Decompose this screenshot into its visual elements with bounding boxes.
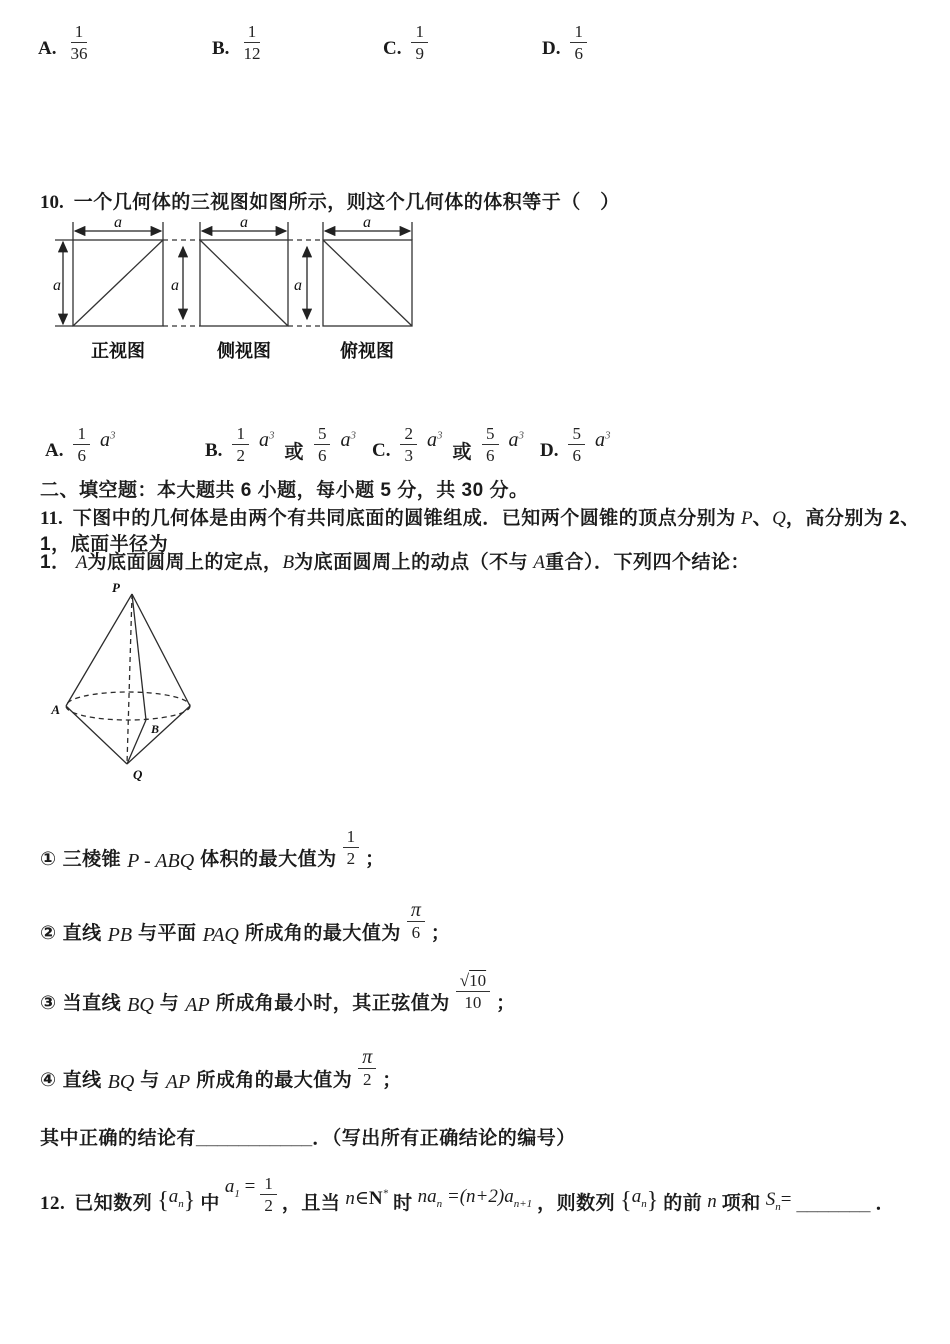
q11-stem-line1: 11. 下图中的几何体是由两个有共同底面的圆锥组成．已知两个圆锥的顶点分别为 P、Q，高分别为 2、1，底面半径为: [40, 508, 920, 555]
fraction: $\frac{5}{6}$: [314, 423, 331, 467]
dim-label-a: a: [171, 277, 179, 294]
q9-option-d: [542, 0, 587, 64]
fraction-one-half: $\frac{1}{2}$: [260, 1173, 277, 1217]
var-P: P: [741, 508, 753, 529]
fraction: $\frac{1}{2}$: [343, 826, 360, 870]
q9-option-b: [212, 0, 264, 64]
fraction: $\frac{\pi}{2}$: [358, 1047, 376, 1090]
dim-label-a: a: [114, 216, 122, 231]
q9-options-row: [0, 0, 950, 64]
conclusion-3: ③ 当直线 BQ 与 AP 所成角最小时，其正弦值为 $\frac{√10}{10}$ ；: [40, 970, 516, 1016]
question-number: 11.: [40, 508, 63, 529]
section2-heading: 二、填空题：本大题共 6 小题，每小题 5 分，共 30 分。: [40, 480, 529, 501]
front-view-label: 正视图: [91, 341, 145, 361]
side-view-square: [200, 222, 288, 326]
conclusion-1: ① 三棱锥 P - ABQ 体积的最大值为 $\frac{1}{2}$ ；: [40, 826, 385, 872]
fraction: $\frac{1}{6}$: [73, 423, 90, 467]
marker: ④: [40, 1070, 57, 1092]
bicone-figure: [50, 580, 210, 795]
math-BQ: BQ: [107, 1071, 135, 1093]
a1-equals: $a_1$ =: [224, 1176, 256, 1200]
dim-label-a: a: [53, 277, 61, 294]
q12-stem: 12. 已知数列 { $a_n$ } 中 $a_1$ = $\frac{1}{2}$ ，且当 n∈N* 时 $na_n =(n+2)a_{n+1}$ ，则数列 { $a_n$ } 的前 n 项和 $S_n=$ _______ ．: [40, 1173, 895, 1215]
var-A: A: [533, 552, 545, 573]
math-AP: AP: [165, 1071, 191, 1093]
label-Q: Q: [133, 767, 143, 782]
front-view-square: [55, 222, 163, 326]
marker: ②: [40, 923, 57, 945]
label-A: A: [51, 702, 60, 717]
q10-stem: [40, 190, 920, 216]
Sn-equals: $S_n=$: [765, 1189, 792, 1213]
marker: ③: [40, 993, 57, 1015]
a-cubed: $a^3$: [426, 429, 443, 451]
sequence-an: { $a_n$ }: [620, 1186, 659, 1215]
math-PB: PB: [107, 924, 133, 946]
recurrence: $na_n =(n+2)a_{n+1}$: [417, 1186, 533, 1210]
var-A: A: [75, 552, 88, 573]
option-label: A.: [45, 440, 64, 461]
top-view-label: 俯视图: [340, 341, 394, 361]
var-B: B: [282, 552, 295, 573]
or-word: 或: [452, 442, 472, 463]
fraction: $\frac{1}{9}$: [411, 21, 428, 65]
gap1-dashed: [163, 240, 200, 326]
question-number: 12.: [40, 1193, 66, 1215]
q10-option-b: [205, 394, 356, 466]
fraction: $\frac{5}{6}$: [482, 423, 499, 467]
or-word: 或: [284, 442, 304, 463]
conclusion-4: ④ 直线 BQ 与 AP 所成角的最大值为 $\frac{\pi}{2}$ ；: [40, 1045, 402, 1093]
option-label: D.: [540, 440, 559, 461]
conclusion-2: ② 直线 PB 与平面 PAQ 所成角的最大值为 $\frac{\pi}{6}$ ；: [40, 898, 451, 946]
math-PAQ: PAQ: [202, 924, 239, 946]
fraction: $\frac{1}{2}$: [232, 423, 249, 467]
option-label: B.: [212, 38, 230, 59]
q10-options-row: [0, 394, 950, 466]
edge-Q-B: [127, 720, 146, 764]
fraction-sqrt10-over-10: $\frac{√10}{10}$: [456, 970, 490, 1014]
a-cubed: $a^3$: [258, 429, 275, 451]
fraction: $\frac{\pi}{6}$: [407, 900, 425, 943]
top-view-square: [323, 222, 412, 326]
dim-label-a: a: [294, 277, 302, 294]
q10-option-a: [45, 394, 115, 466]
q10-option-c: [372, 394, 524, 466]
axis-PQ-dashed: [127, 594, 132, 764]
fraction: $\frac{5}{6}$: [568, 423, 585, 467]
option-label: C.: [372, 440, 391, 461]
answer-blank: _______: [796, 1194, 871, 1215]
option-label: A.: [38, 38, 57, 59]
label-B: B: [151, 722, 160, 736]
var-Q: Q: [772, 508, 786, 529]
option-label: C.: [383, 38, 402, 59]
option-label: D.: [542, 38, 561, 59]
bicone-svg: [50, 580, 210, 790]
edge-P-right: [132, 594, 190, 706]
marker: ①: [40, 849, 57, 871]
option-label: B.: [205, 440, 223, 461]
three-view-svg: [50, 216, 435, 368]
answer-blank: ___________: [196, 1128, 313, 1149]
side-view-label: 侧视图: [217, 341, 271, 361]
q10-stem-text: 一个几何体的三视图如图所示，则这个几何体的体积等于（ ）: [73, 192, 620, 213]
a-cubed: $a^3$: [508, 429, 524, 451]
edge-P-A: [66, 594, 132, 706]
a-cubed: $a^3$: [99, 429, 116, 451]
radical-sign: √: [459, 970, 470, 990]
q9-option-c: [383, 0, 428, 64]
three-view-diagram: [50, 216, 435, 373]
a-cubed: $a^3$: [594, 429, 611, 451]
q9-option-a: [38, 0, 91, 64]
var-n: n: [707, 1191, 717, 1212]
edge-P-B: [132, 594, 146, 720]
q11-answer-line: 其中正确的结论有___________．（写出所有正确结论的编号）: [40, 1128, 576, 1149]
q11-stem-line2: 1． A为底面圆周上的定点，B为底面圆周上的动点（不与 A重合）．下列四个结论：: [40, 552, 751, 573]
math-AP: AP: [185, 994, 210, 1016]
fraction: $\frac{1}{12}$: [243, 21, 261, 63]
n-in-N: n∈N*: [345, 1187, 389, 1209]
fraction: $\frac{2}{3}$: [400, 423, 417, 467]
question-number: 10.: [40, 192, 64, 213]
fraction: $\frac{1}{36}$: [70, 21, 88, 63]
math-BQ: BQ: [127, 994, 154, 1016]
a-cubed: $a^3$: [340, 429, 356, 451]
math-P-ABQ: P - ABQ: [127, 850, 195, 872]
fraction: $\frac{1}{6}$: [570, 21, 587, 65]
dim-label-a: a: [240, 216, 248, 231]
sequence-an: { $a_n$ }: [157, 1186, 196, 1215]
dim-label-a: a: [363, 216, 371, 231]
label-P: P: [112, 580, 120, 595]
edge-Q-A: [66, 706, 127, 764]
q10-option-d: [540, 394, 610, 466]
